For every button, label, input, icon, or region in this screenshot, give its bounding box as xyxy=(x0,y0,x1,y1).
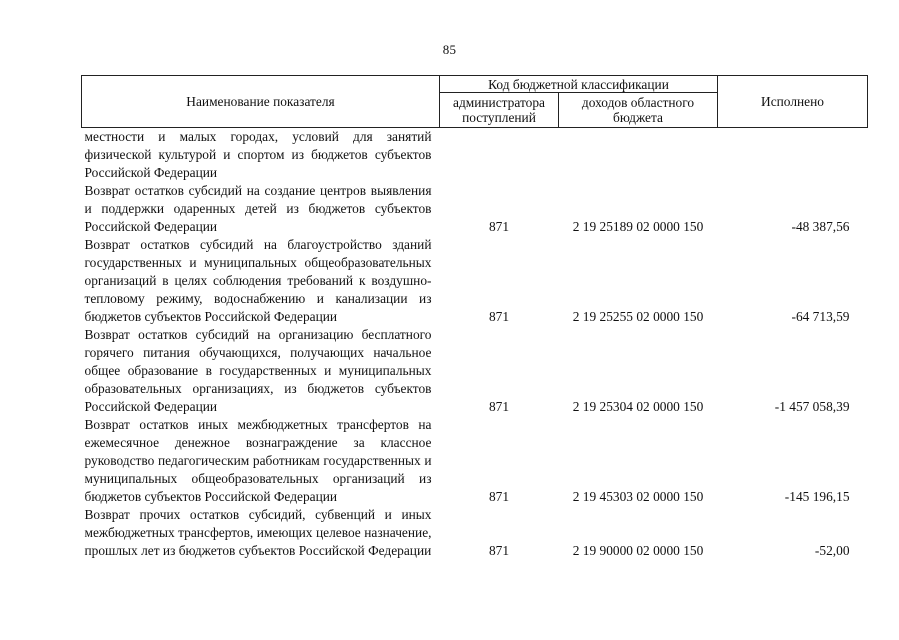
header-regional-income: доходов областного бюджета xyxy=(559,93,718,128)
income-code: 2 19 90000 02 0000 150 xyxy=(572,543,704,558)
administrator-code: 871 xyxy=(488,309,510,324)
indicator-name: Возврат остатков субсидий на создание центров выявления и поддержки одаренных детей из бюджетов субъектов Российской Федерации xyxy=(84,183,432,234)
table-row xyxy=(82,416,868,506)
table-row xyxy=(82,182,868,236)
income-code: 2 19 45303 02 0000 150 xyxy=(572,489,704,504)
table-header xyxy=(82,76,868,128)
executed-amount xyxy=(718,128,868,183)
executed-amount: -64 713,59 xyxy=(791,309,850,324)
executed-amount: -1 457 058,39 xyxy=(774,399,850,414)
income-code xyxy=(559,128,718,183)
header-classification-code: Код бюджетной классификации xyxy=(440,76,718,93)
table-row xyxy=(82,236,868,326)
page-number: 85 xyxy=(442,42,457,57)
administrator-code: 871 xyxy=(488,543,510,558)
administrator-code: 871 xyxy=(488,489,510,504)
table-row xyxy=(82,506,868,560)
budget-table xyxy=(81,75,868,560)
table-row xyxy=(82,326,868,416)
indicator-name: Возврат прочих остатков субсидий, субвенций и иных межбюджетных трансфертов, имеющих целевое назначение, прошлых лет из бюджетов субъектов Российской Федерации xyxy=(84,507,432,558)
header-executed: Исполнено xyxy=(718,76,868,128)
administrator-code: 871 xyxy=(488,399,510,414)
table-row xyxy=(82,128,868,183)
income-code: 2 19 25189 02 0000 150 xyxy=(572,219,704,234)
indicator-name: Возврат остатков субсидий на благоустройство зданий государственных и муниципальных общеобразовательных организаций в целях соблюдения требований к воздушно-тепловому режиму, водоснабжению и канализации из бюджетов субъектов Российской Федерации xyxy=(84,237,432,324)
administrator-code xyxy=(440,128,559,183)
executed-amount: -48 387,56 xyxy=(791,219,850,234)
indicator-name: Возврат остатков субсидий на организацию бесплатного горячего питания обучающихся, получающих начальное общее образование в государственных и муниципальных образовательных организациях, из бюджетов субъектов Российской Федерации xyxy=(84,327,432,414)
income-code: 2 19 25255 02 0000 150 xyxy=(572,309,704,324)
executed-amount: -52,00 xyxy=(814,543,850,558)
header-administrator: администратора поступлений xyxy=(440,93,559,128)
indicator-name: местности и малых городах, условий для занятий физической культурой и спортом из бюджетов субъектов Российской Федерации xyxy=(84,129,432,180)
executed-amount: -145 196,15 xyxy=(784,489,850,504)
administrator-code: 871 xyxy=(488,219,510,234)
indicator-name: Возврат остатков иных межбюджетных трансфертов на ежемесячное денежное вознаграждение за классное руководство педагогическим работникам государственных и муниципальных общеобразовательных организаций из бюджетов субъектов Российской Федерации xyxy=(84,417,432,504)
table-body xyxy=(82,128,868,561)
header-name: Наименование показателя xyxy=(82,76,440,128)
income-code: 2 19 25304 02 0000 150 xyxy=(572,399,704,414)
